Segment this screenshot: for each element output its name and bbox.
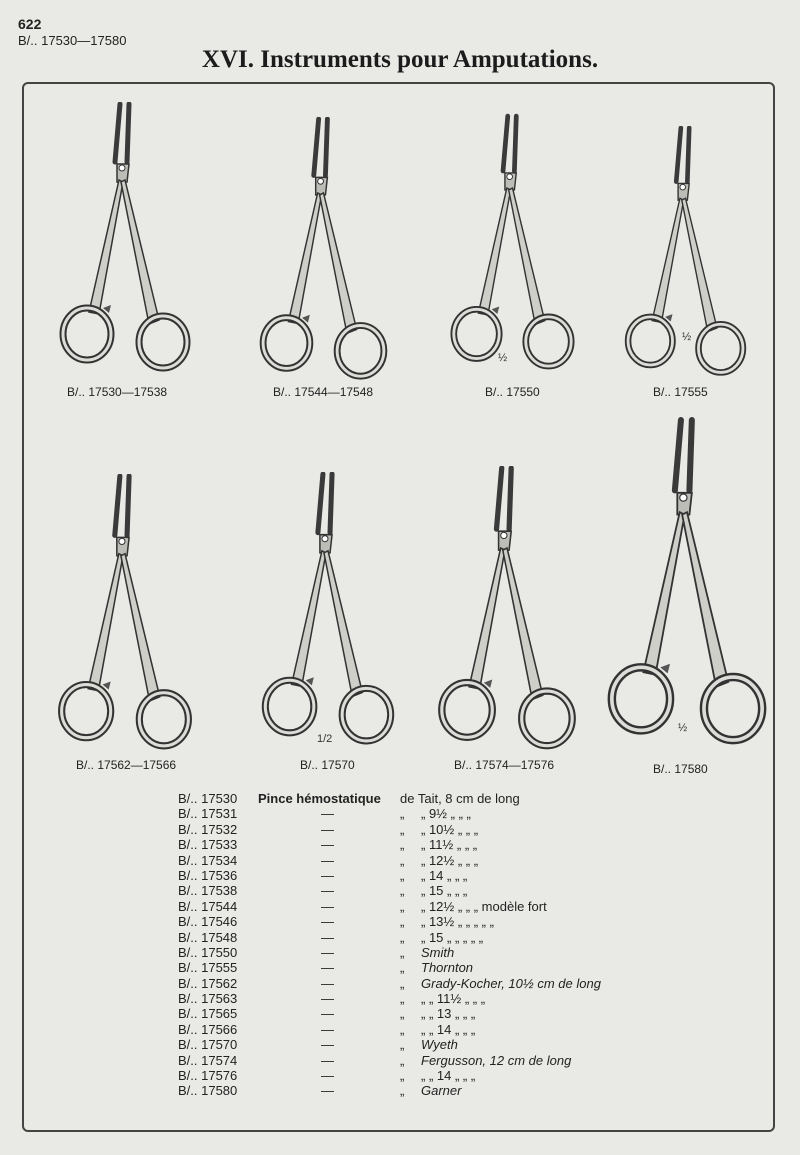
item-description: Garner <box>421 1083 462 1099</box>
forceps-curved-illustration <box>607 410 767 755</box>
ditto-dash: — <box>321 1052 334 1068</box>
item-description: „ 15 „ „ „ „ „ <box>421 929 484 945</box>
item-code: B/.. 17544 <box>178 898 238 914</box>
ditto-dash: — <box>321 960 334 976</box>
ditto-dash: — <box>321 883 334 899</box>
item-code: B/.. 17534 <box>178 852 238 868</box>
ditto-mark: „ <box>400 1083 405 1099</box>
item-code: B/.. 17531 <box>178 806 238 822</box>
ditto-mark: „ <box>400 991 405 1007</box>
item-code: B/.. 17563 <box>178 991 238 1007</box>
ditto-dash: — <box>321 867 334 883</box>
item-description: „ 10½ „ „ „ <box>421 821 479 837</box>
item-description: Grady-Kocher, 10½ cm de long <box>421 975 601 991</box>
item-description: de Tait, 8 cm de long <box>400 791 520 806</box>
ditto-mark: „ <box>400 1037 405 1053</box>
figure-caption: B/.. 17550 <box>485 385 540 399</box>
figure-caption: B/.. 17562—17566 <box>76 758 177 772</box>
item-description: „ 12½ „ „ „ <box>421 852 479 868</box>
item-code: B/.. 17532 <box>178 821 238 837</box>
ditto-dash: — <box>321 944 334 960</box>
ditto-dash: — <box>321 852 334 868</box>
ditto-mark: „ <box>400 975 405 991</box>
scale-fraction: ½ <box>678 722 688 734</box>
ditto-dash: — <box>321 821 334 837</box>
item-description: „ „ 14 „ „ „ <box>421 1021 476 1037</box>
item-code: B/.. 17576 <box>178 1068 238 1084</box>
item-code: B/.. 17555 <box>178 960 238 976</box>
ditto-dash: — <box>321 837 334 853</box>
ditto-mark: „ <box>400 867 405 883</box>
page-number: 622 <box>18 16 42 32</box>
page-title: XVI. Instruments pour Amputations. <box>201 46 599 73</box>
ditto-mark: „ <box>400 1052 405 1068</box>
figure-caption: B/.. 17555 <box>653 385 708 399</box>
ditto-dash: — <box>321 991 334 1007</box>
ditto-dash: — <box>321 1006 334 1022</box>
ditto-dash: — <box>321 1021 334 1037</box>
item-description: „ „ 13 „ „ „ <box>421 1006 476 1022</box>
ditto-mark: „ <box>400 898 405 914</box>
ditto-mark: „ <box>400 929 405 945</box>
forceps-illustration <box>55 102 195 374</box>
ditto-dash: — <box>321 914 334 930</box>
forceps-illustration <box>450 108 575 378</box>
item-description: „ „ 14 „ „ „ <box>421 1068 476 1084</box>
ditto-mark: „ <box>400 960 405 976</box>
ditto-mark: „ <box>400 1021 405 1037</box>
item-code: B/.. 17562 <box>178 975 238 991</box>
item-description: „ 14 „ „ „ <box>421 867 468 883</box>
ditto-mark: „ <box>400 852 405 868</box>
forceps-illustration <box>437 466 577 752</box>
item-code: B/.. 17565 <box>178 1006 238 1022</box>
item-code: B/.. 17574 <box>178 1052 238 1068</box>
item-description: „ 15 „ „ „ <box>421 883 468 899</box>
ditto-mark: „ <box>400 944 405 960</box>
ditto-mark: „ <box>400 837 405 853</box>
item-description: „ 9½ „ „ „ <box>421 806 471 822</box>
item-code: B/.. 17548 <box>178 929 238 945</box>
ditto-dash: — <box>321 806 334 822</box>
item-code: B/.. 17550 <box>178 944 238 960</box>
item-code: B/.. 17530 <box>178 791 238 806</box>
forceps-illustration <box>246 117 401 382</box>
ditto-mark: „ <box>400 883 405 899</box>
item-description: Fergusson, 12 cm de long <box>421 1052 572 1068</box>
item-description: Wyeth <box>421 1037 458 1053</box>
item-code: B/.. 17566 <box>178 1021 238 1037</box>
ditto-mark: „ <box>400 914 405 930</box>
scale-fraction: ½ <box>498 352 508 364</box>
item-name: Pince hémostatique <box>258 791 381 806</box>
ditto-dash: — <box>321 1083 334 1099</box>
item-code: B/.. 17536 <box>178 867 238 883</box>
item-description: Smith <box>421 944 455 960</box>
ditto-mark: „ <box>400 821 405 837</box>
item-description: „ 13½ „ „ „ „ „ <box>421 914 494 930</box>
ditto-mark: „ <box>400 1068 405 1084</box>
ditto-mark: „ <box>400 806 405 822</box>
ditto-mark: „ <box>400 1006 405 1022</box>
item-description: Thornton <box>421 960 474 976</box>
figure-caption: B/.. 17574—17576 <box>454 758 555 772</box>
item-code: B/.. 17546 <box>178 914 238 930</box>
item-description: „ „ 11½ „ „ „ <box>421 991 486 1007</box>
item-code: B/.. 17580 <box>178 1083 238 1099</box>
scale-fraction: 1/2 <box>317 733 333 745</box>
item-code: B/.. 17533 <box>178 837 238 853</box>
figure-caption: B/.. 17530—17538 <box>67 385 168 399</box>
forceps-illustration <box>258 472 398 747</box>
forceps-illustration <box>55 474 195 752</box>
ditto-dash: — <box>321 1037 334 1053</box>
ditto-dash: — <box>321 929 334 945</box>
item-description: „ 11½ „ „ „ <box>421 837 478 853</box>
item-code: B/.. 17538 <box>178 883 238 899</box>
ditto-dash: — <box>321 975 334 991</box>
ditto-dash: — <box>321 898 334 914</box>
page-range: B/.. 17530—17580 <box>18 33 127 48</box>
scale-fraction: ½ <box>682 331 692 343</box>
item-description: „ 12½ „ „ „ modèle fort <box>421 898 547 914</box>
ditto-dash: — <box>321 1068 334 1084</box>
figure-caption: B/.. 17544—17548 <box>273 385 374 399</box>
item-code: B/.. 17570 <box>178 1037 238 1053</box>
figure-caption: B/.. 17580 <box>653 762 708 776</box>
figure-caption: B/.. 17570 <box>300 758 355 772</box>
